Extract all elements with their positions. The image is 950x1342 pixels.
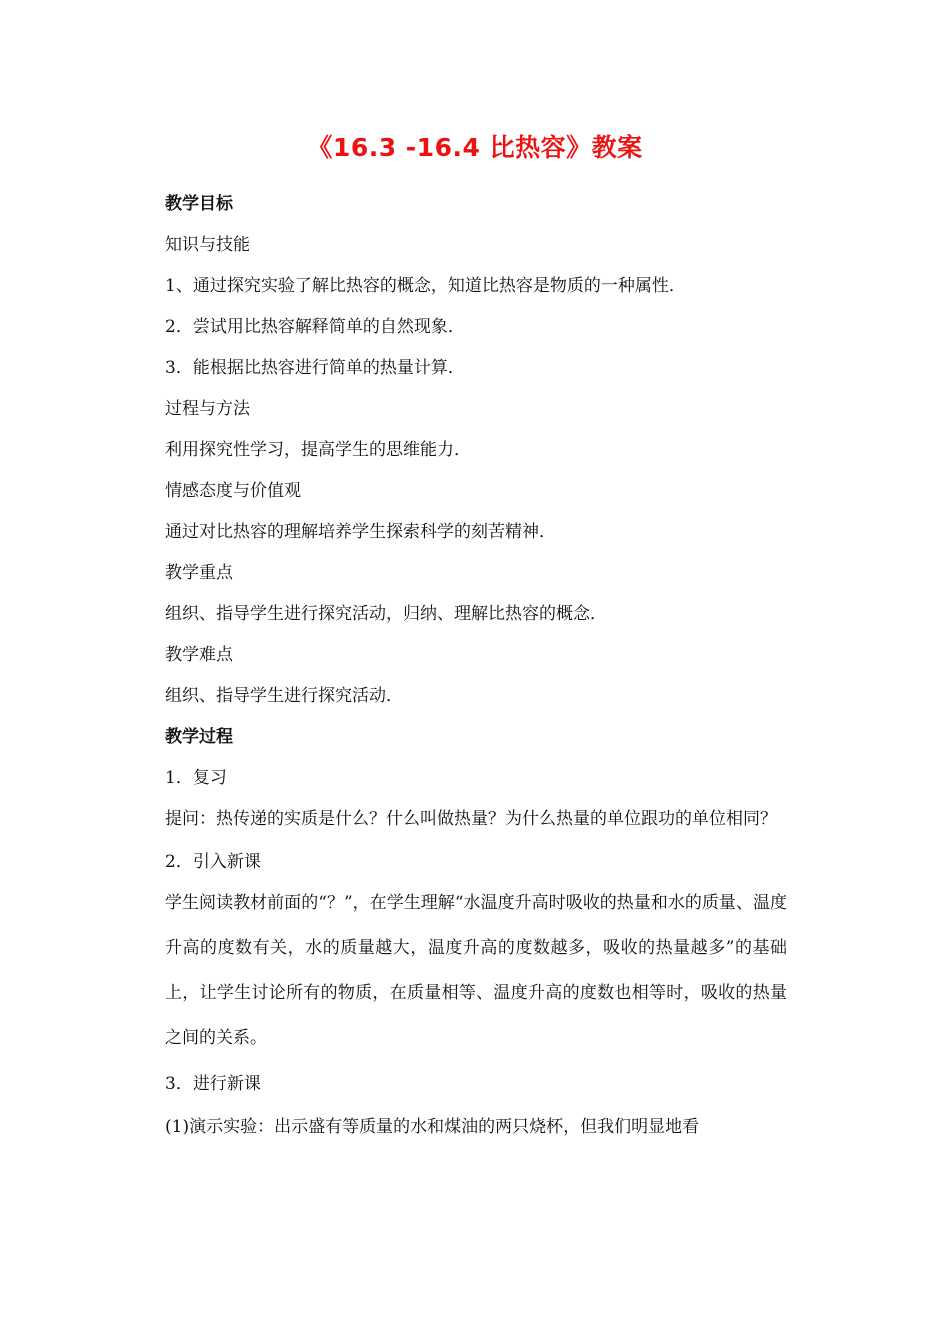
goal-item-1: 1、通过探究实验了解比热容的概念，知道比热容是物质的一种属性．: [165, 276, 686, 296]
heading-teaching-process: 教学过程: [165, 727, 233, 747]
subheading-key-points: 教学重点: [165, 563, 233, 583]
goal-item-2: 2．尝试用比热容解释简单的自然现象．: [165, 317, 465, 337]
subheading-process-method: 过程与方法: [165, 399, 250, 419]
heading-teaching-goals: 教学目标: [165, 194, 233, 214]
section-new-lesson: 3．进行新课: [165, 1074, 261, 1094]
process-method-text: 利用探究性学习，提高学生的思维能力．: [165, 440, 471, 460]
subheading-attitude-values: 情感态度与价值观: [165, 481, 301, 501]
subheading-difficulties: 教学难点: [165, 645, 233, 665]
document-title: 《16.3 -16.4 比热容》教案: [307, 133, 643, 162]
question-paragraph: 提问：热传递的实质是什么？什么叫做热量？为什么热量的单位跟功的单位相同？: [165, 809, 777, 829]
demo-paragraph: (1)演示实验：出示盛有等质量的水和煤油的两只烧杯，但我们明显地看: [165, 1117, 700, 1137]
section-introduce-new-lesson: 2．引入新课: [165, 852, 261, 872]
intro-paragraph: 学生阅读教材前面的“？”，在学生理解“水温度升高时吸收的热量和水的质量、温度升高的度数有关，水的质量越大，温度升高的度数越多，吸收的热量越多”的基础上，让学生讨论所有的物质，在质量相等、温度升高的度数也相等时，吸收的热量之间的关系。: [165, 893, 787, 1048]
key-points-text: 组织、指导学生进行探究活动，归纳、理解比热容的概念．: [165, 604, 607, 624]
document-body: [165, 184, 787, 1148]
difficulties-text: 组织、指导学生进行探究活动．: [165, 686, 403, 706]
goal-item-3: 3．能根据比热容进行简单的热量计算．: [165, 358, 465, 378]
section-review: 1．复习: [165, 768, 227, 788]
subheading-knowledge-skills: 知识与技能: [165, 235, 250, 255]
attitude-values-text: 通过对比热容的理解培养学生探索科学的刻苦精神．: [165, 522, 556, 542]
